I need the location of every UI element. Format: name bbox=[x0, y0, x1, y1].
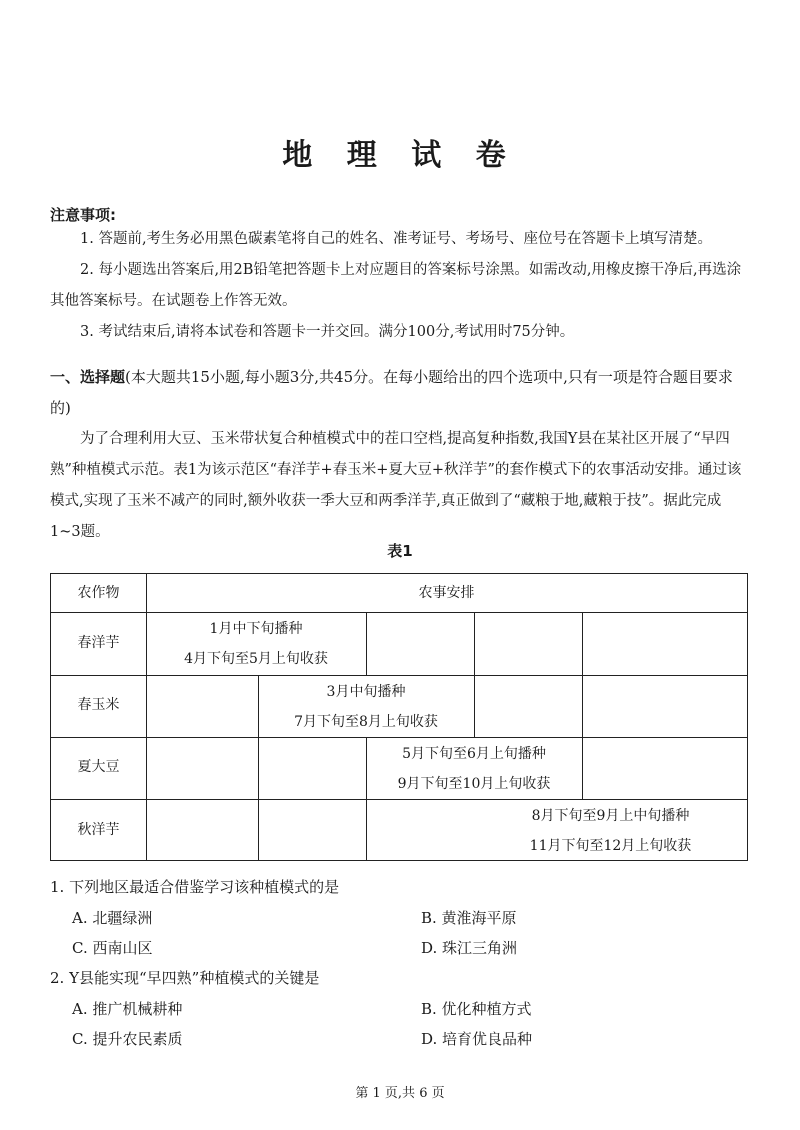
q1-option-a: A. 北疆绿洲 bbox=[72, 909, 153, 927]
schedule-table bbox=[50, 573, 748, 861]
question-1-stem: 1. 下列地区最适合借鉴学习该种植模式的是 bbox=[50, 878, 340, 896]
table-rule bbox=[51, 675, 747, 676]
crop-name: 夏大豆 bbox=[77, 759, 120, 775]
table-rule bbox=[51, 612, 747, 613]
q2-option-d: D. 培育优良品种 bbox=[421, 1030, 533, 1048]
q1-option-c: C. 西南山区 bbox=[72, 939, 153, 957]
table-rule bbox=[582, 737, 583, 799]
notice-item-2: 2. 每小题选出答案后,用2B铅笔把答题卡上对应题目的答案标号涂黑。如需改动,用橡皮擦干净后,再选涂其他答案标号。在试题卷上作答无效。 bbox=[50, 262, 742, 309]
q1-option-d: D. 珠江三角洲 bbox=[421, 939, 518, 957]
q2-option-c: C. 提升农民素质 bbox=[72, 1030, 183, 1048]
crop-name: 春玉米 bbox=[77, 697, 120, 713]
crop-name: 春洋芋 bbox=[77, 635, 120, 651]
table-rule bbox=[582, 612, 583, 737]
page-number: 第 1 页,共 6 页 bbox=[355, 1086, 445, 1101]
passage: 为了合理利用大豆、玉米带状复合种植模式中的茬口空档,提高复种指数,我国Y县在某社区开展了“早四熟”种植模式示范。表1为该示范区“春洋芋+春玉米+夏大豆+秋洋芋”的套作模式下的农事活动安排。通过该模式,实现了玉米不减产的同时,额外收获一季大豆和两季洋芋,真正做到了“藏粮于地,藏粮于技”。据此完成1~3题。 bbox=[50, 431, 742, 540]
table-rule bbox=[474, 675, 475, 737]
section-intro bbox=[50, 362, 750, 424]
q2-option-b: B. 优化种植方式 bbox=[421, 1000, 532, 1018]
harvest-time: 7月下旬至8月上旬收获 bbox=[294, 714, 438, 730]
table-rule bbox=[258, 799, 259, 860]
header-crop: 农作物 bbox=[77, 585, 120, 601]
table-rule bbox=[474, 612, 475, 675]
header-schedule: 农事安排 bbox=[418, 585, 475, 601]
harvest-time: 11月下旬至12月上旬收获 bbox=[529, 838, 692, 854]
table-rule bbox=[366, 612, 367, 675]
table-rule bbox=[51, 799, 747, 800]
table-rule bbox=[51, 737, 747, 738]
sowing-time: 8月下旬至9月上中旬播种 bbox=[531, 808, 690, 824]
harvest-time: 4月下旬至5月上旬收获 bbox=[184, 651, 328, 667]
harvest-time: 9月下旬至10月上旬收获 bbox=[397, 776, 551, 792]
notice-item-3: 3. 考试结束后,请将本试卷和答题卡一并交回。满分100分,考试用时75分钟。 bbox=[80, 324, 575, 340]
table-caption: 表1 bbox=[387, 542, 413, 560]
q2-option-a: A. 推广机械耕种 bbox=[72, 1000, 183, 1018]
page-title: 地 理 试 卷 bbox=[282, 138, 518, 173]
question-2-stem: 2. Y县能实现“早四熟”种植模式的关键是 bbox=[50, 969, 320, 987]
sowing-time: 3月中旬播种 bbox=[326, 684, 406, 700]
q1-option-b: B. 黄淮海平原 bbox=[421, 909, 517, 927]
section-description: (本大题共15小题,每小题3分,共45分。在每小题给出的四个选项中,只有一项是符合题目要求的) bbox=[50, 368, 733, 417]
section-heading: 一、选择题 bbox=[50, 368, 126, 386]
notice-item-1: 1. 答题前,考生务必用黑色碳素笔将自己的姓名、准考证号、考场号、座位号在答题卡上填写清楚。 bbox=[80, 231, 713, 247]
notice-heading: 注意事项: bbox=[50, 206, 116, 224]
sowing-time: 5月下旬至6月上旬播种 bbox=[402, 746, 546, 762]
crop-name: 秋洋芋 bbox=[77, 822, 120, 838]
sowing-time: 1月中下旬播种 bbox=[209, 621, 303, 637]
